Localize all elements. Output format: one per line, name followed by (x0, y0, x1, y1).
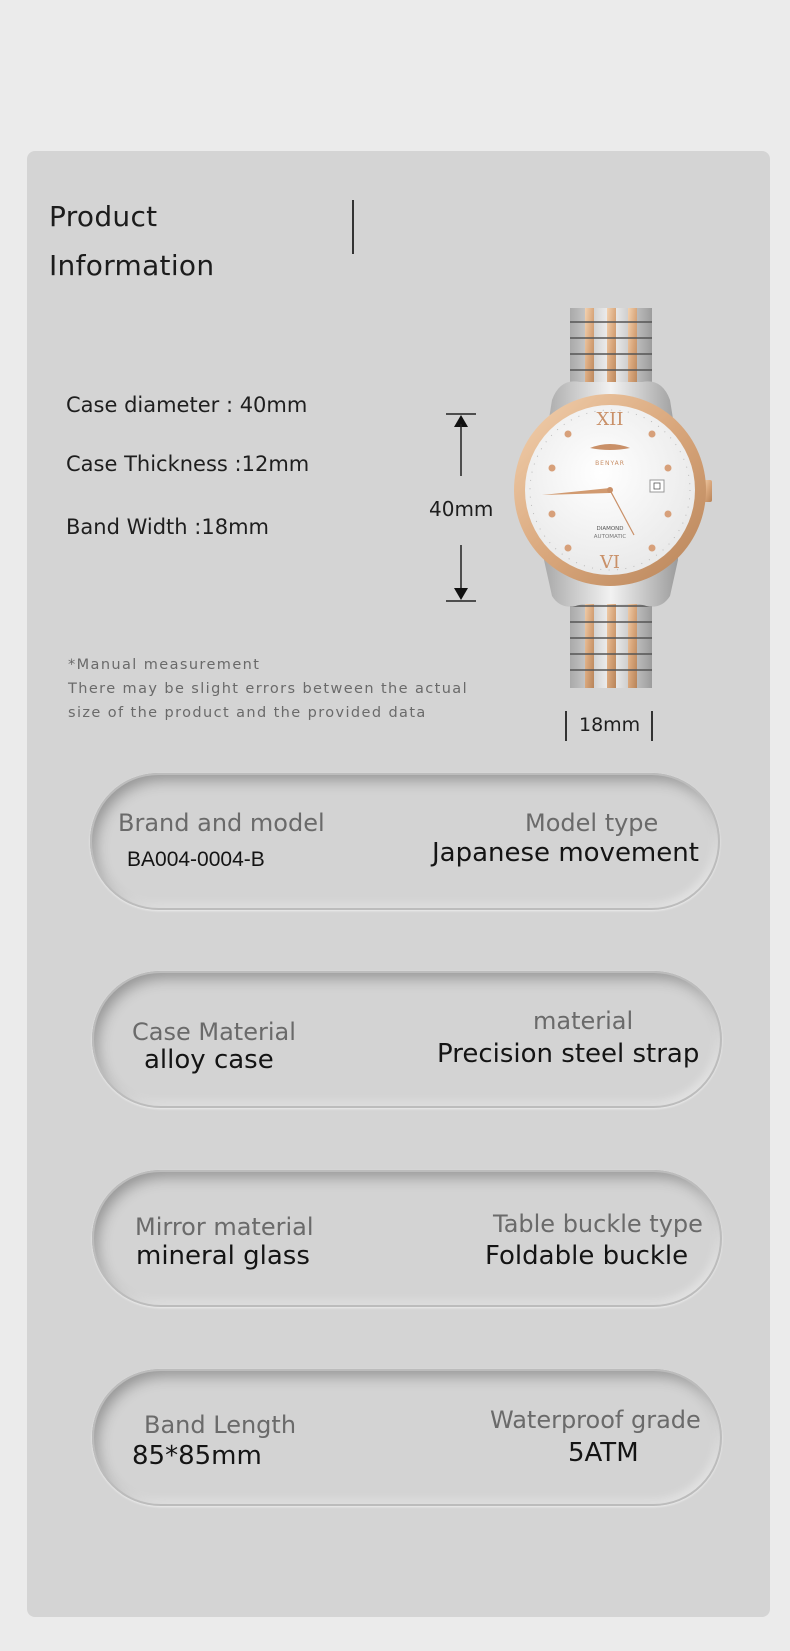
info-card-3 (92, 1170, 722, 1307)
card-label-brand-model: Brand and model (118, 809, 325, 837)
card-value-brand-model: BA004-0004-B (127, 848, 265, 871)
page-title (49, 192, 214, 290)
note-line-1: *Manual measurement (68, 657, 261, 673)
card-value-material: Precision steel strap (437, 1039, 700, 1069)
dial-text-1: DIAMOND (596, 526, 624, 532)
svg-text:XII: XII (596, 409, 624, 430)
spec-case-diameter: Case diameter : 40mm (66, 393, 308, 417)
lower-bracelet (570, 590, 652, 688)
card-value-band-length: 85*85mm (132, 1441, 262, 1471)
card-label-case-material: Case Material (132, 1018, 296, 1046)
dial-brand: BENYAR (595, 460, 625, 467)
upper-bracelet (570, 308, 652, 394)
card-value-buckle-type: Foldable buckle (485, 1241, 689, 1271)
note-line-3: size of the product and the provided data (68, 705, 427, 721)
title-line-2: Information (49, 249, 215, 282)
card-value-case-material: alloy case (144, 1045, 274, 1075)
spec-case-thickness: Case Thickness :12mm (66, 452, 310, 476)
info-card-1 (90, 773, 720, 910)
spec-band-width: Band Width :18mm (66, 515, 269, 539)
band-width-tick-right (651, 711, 653, 741)
card-value-model-type: Japanese movement (432, 838, 699, 868)
card-label-mirror-material: Mirror material (135, 1213, 314, 1241)
note-line-2: There may be slight errors between the actual (68, 681, 469, 697)
title-line-1: Product (49, 200, 158, 233)
info-card-2 (92, 971, 722, 1108)
info-card-4 (92, 1369, 722, 1506)
card-label-material: material (533, 1007, 634, 1035)
card-value-waterproof-grade: 5ATM (568, 1438, 639, 1468)
card-label-band-length: Band Length (144, 1411, 297, 1439)
card-label-waterproof-grade: Waterproof grade (490, 1406, 701, 1434)
date-window (650, 480, 664, 492)
svg-text:VI: VI (599, 552, 621, 573)
card-label-model-type: Model type (525, 809, 659, 837)
card-label-buckle-type: Table buckle type (493, 1210, 703, 1238)
band-width-tick-left (565, 711, 567, 741)
title-divider (352, 200, 354, 254)
dial-text-2: AUTOMATIC (593, 534, 627, 540)
height-dimension-label: 40mm (429, 497, 494, 521)
watch-image (500, 300, 720, 695)
card-value-mirror-material: mineral glass (136, 1241, 310, 1271)
band-width-label: 18mm (579, 714, 641, 736)
